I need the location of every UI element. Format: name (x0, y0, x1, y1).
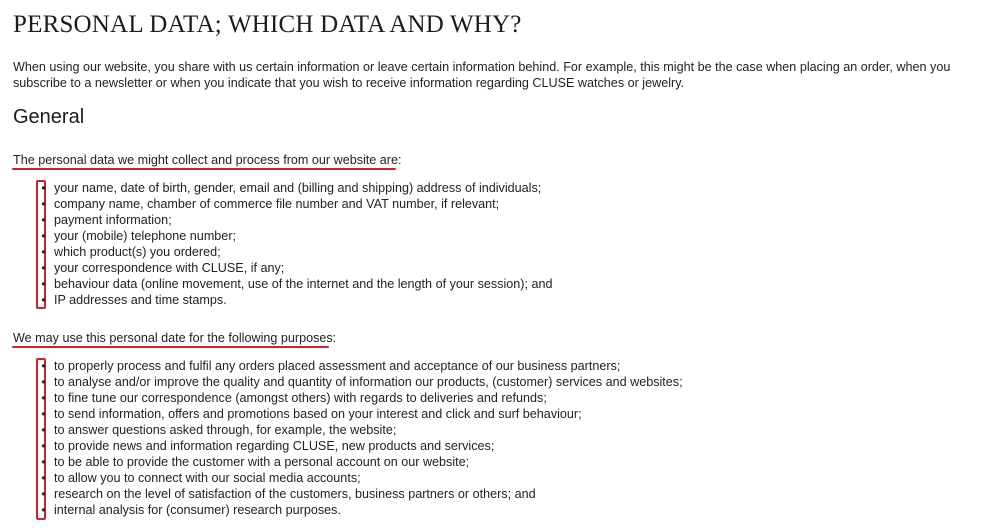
purposes-lead-underline-annotation (12, 346, 329, 348)
collect-list-item-text: your correspondence with CLUSE, if any; (54, 261, 285, 275)
bullet-icon: • (41, 213, 46, 227)
purposes-list-item-text: research on the level of satisfaction of the customers, business partners or others; and (54, 487, 536, 501)
purposes-lead-text: We may use this personal date for the following purposes: (13, 331, 337, 345)
purposes-list-item-text: internal analysis for (consumer) research purposes. (54, 503, 341, 517)
purposes-list-item-text: to answer questions asked through, for example, the website; (54, 423, 397, 437)
collect-list-item-text: company name, chamber of commerce file number and VAT number, if relevant; (54, 197, 500, 211)
bullet-icon: • (41, 245, 46, 259)
bullet-icon: • (41, 261, 46, 275)
collect-list-item-text: IP addresses and time stamps. (54, 293, 227, 307)
purposes-list-item-text: to analyse and/or improve the quality and quantity of information our products, (customer) services and websites; (54, 375, 683, 389)
bullet-icon: • (41, 503, 46, 517)
bullet-icon: • (41, 407, 46, 421)
bullet-icon: • (41, 471, 46, 485)
section-heading-general: General (13, 106, 85, 128)
purposes-list-item-text: to properly process and fulfil any orders placed assessment and acceptance of our business partners; (54, 359, 621, 373)
bullet-icon: • (41, 375, 46, 389)
purposes-list-item-text: to send information, offers and promotions based on your interest and click and surf behaviour; (54, 407, 582, 421)
collect-list-item-text: which product(s) you ordered; (54, 245, 221, 259)
purposes-list-item-text: to provide news and information regarding CLUSE, new products and services; (54, 439, 495, 453)
collect-list-item-text: your name, date of birth, gender, email and (billing and shipping) address of individuals; (54, 181, 542, 195)
collect-list-item-text: your (mobile) telephone number; (54, 229, 237, 243)
bullet-icon: • (41, 181, 46, 195)
collect-lead-text: The personal data we might collect and process from our website are: (13, 153, 402, 167)
bullet-icon: • (41, 487, 46, 501)
bullet-icon: • (41, 423, 46, 437)
bullet-icon: • (41, 359, 46, 373)
collect-list-item-text: payment information; (54, 213, 172, 227)
bullet-icon: • (41, 455, 46, 469)
collect-lead-underline-annotation (12, 168, 396, 170)
bullet-icon: • (41, 277, 46, 291)
purposes-list-item-text: to be able to provide the customer with a personal account on our website; (54, 455, 470, 469)
bullet-icon: • (41, 229, 46, 243)
bullet-icon: • (41, 439, 46, 453)
intro-paragraph: When using our website, you share with us certain information or leave certain information behind. For example, this might be the case when placing an order, when you subscribe to a newsletter or when you indicate that you wish to receive information regarding CLUSE watches or jewelry. (13, 60, 951, 90)
purposes-list-item-text: to fine tune our correspondence (amongst others) with regards to deliveries and refunds; (54, 391, 547, 405)
bullet-icon: • (41, 391, 46, 405)
page-title: PERSONAL DATA; WHICH DATA AND WHY? (13, 11, 522, 38)
bullet-icon: • (41, 197, 46, 211)
collect-list-item-text: behaviour data (online movement, use of the internet and the length of your session); and (54, 277, 553, 291)
purposes-list-item-text: to allow you to connect with our social media accounts; (54, 471, 361, 485)
bullet-icon: • (41, 293, 46, 307)
